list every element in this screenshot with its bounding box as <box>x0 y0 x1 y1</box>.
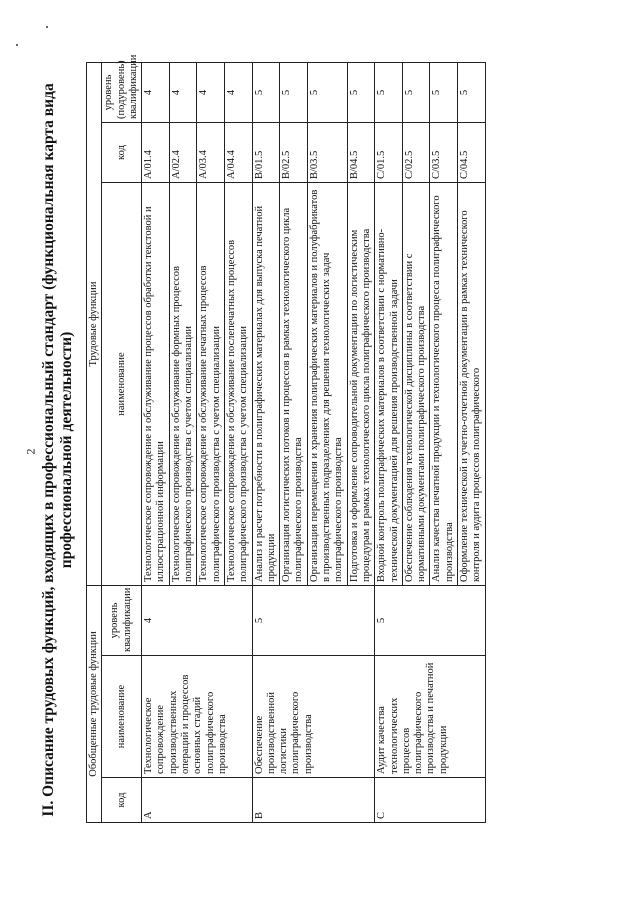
function-level: 4 <box>197 62 225 122</box>
function-code: B/03.5 <box>307 123 347 183</box>
group-name: Аудит качества технологических процессов полиграфического производства и печатной продукции <box>375 656 485 778</box>
table-row <box>375 62 403 822</box>
function-level: 4 <box>169 62 197 122</box>
page-number: 2 <box>23 448 38 455</box>
title-line-1: II. Описание трудовых функций, входящих в профессиональный стандарт (функциональная карта вида <box>40 83 57 817</box>
function-name: Технологическое сопровождение и обслуживание печатных процессов полиграфического производства с учетом специализации <box>197 183 225 586</box>
group-code: B <box>252 778 375 823</box>
function-name: Организация перемещения и хранения полиграфических материалов и полуфабрикатов в производственных подразделениях для решения технологических задач полиграфического производства <box>307 183 347 586</box>
function-level: 5 <box>252 62 280 122</box>
function-code: C/02.5 <box>402 123 430 183</box>
function-level: 5 <box>430 62 458 122</box>
function-level: 5 <box>402 62 430 122</box>
function-code: A/03.4 <box>197 123 225 183</box>
function-code: A/04.4 <box>224 123 252 183</box>
function-name: Анализ и расчет потребности в полиграфических материалах для выпуска печатной продукции <box>252 183 280 586</box>
function-name: Подготовка и оформление сопроводительной документации по логистическим процедурам в рамках технологического цикла полиграфического производства <box>347 183 375 586</box>
header-function-name: наименование <box>102 183 142 586</box>
function-level: 5 <box>375 62 403 122</box>
function-name: Обеспечение соблюдения технологической дисциплины в соответствии с нормативными документами полиграфического производства <box>402 183 430 586</box>
table-row <box>142 62 170 822</box>
function-name: Входной контроль полиграфических материалов в соответствии с нормативно-технической документацией для решения производственной задачи <box>375 183 403 586</box>
group-name: Обеспечение производственной логистики полиграфического производства <box>252 656 375 778</box>
group-code: A <box>142 778 252 823</box>
header-generalized: Обобщенные трудовые функции <box>87 586 102 823</box>
function-level: 5 <box>280 62 308 122</box>
group-level: 5 <box>252 586 375 656</box>
function-level: 4 <box>142 62 170 122</box>
group-name: Технологическое сопровождение производственных операций и процессов основных стадий полиграфического производства <box>142 656 252 778</box>
function-name: Анализ качества печатной продукции и технологического процесса полиграфического производства <box>430 183 458 586</box>
function-name: Технологическое сопровождение и обслуживание формных процессов полиграфического производства с учетом специализации <box>169 183 197 586</box>
header-function-level: уровень (подуровень) квалификации <box>102 62 142 122</box>
function-level: 4 <box>224 62 252 122</box>
function-code: A/02.4 <box>169 123 197 183</box>
group-level: 5 <box>375 586 485 656</box>
title-line-2: профессиональной деятельности) <box>58 331 75 569</box>
group-code: C <box>375 778 485 823</box>
function-code: B/04.5 <box>347 123 375 183</box>
function-code: B/02.5 <box>280 123 308 183</box>
function-level: 5 <box>347 62 375 122</box>
function-code: C/03.5 <box>430 123 458 183</box>
function-level: 5 <box>307 62 347 122</box>
function-name: Оформление технической и учетно-отчетной документации в рамках технического контроля и аудита процессов полиграфического <box>458 183 486 586</box>
function-name: Организация логистических потоков и процессов в рамках технологического цикла полиграфического производства <box>280 183 308 586</box>
header-function-code: код <box>102 123 142 183</box>
function-code: C/01.5 <box>375 123 403 183</box>
function-name: Технологическое сопровождение и обслуживание процессов обработки текстовой и иллюстрационной информации <box>142 183 170 586</box>
header-labor: Трудовые функции <box>87 62 102 585</box>
function-code: B/01.5 <box>252 123 280 183</box>
functions-table <box>86 54 486 823</box>
header-name: наименование <box>102 656 142 778</box>
function-level: 5 <box>458 62 486 122</box>
function-name: Технологическое сопровождение и обслуживание послепечатных процессов полиграфического производства с учетом специализации <box>224 183 252 586</box>
function-code: A/01.4 <box>142 123 170 183</box>
table-row <box>252 62 280 822</box>
header-level: уровень квалификации <box>102 586 142 656</box>
page-title <box>40 65 76 835</box>
header-code: код <box>102 778 142 823</box>
group-level: 4 <box>142 586 252 656</box>
function-code: C/04.5 <box>458 123 486 183</box>
